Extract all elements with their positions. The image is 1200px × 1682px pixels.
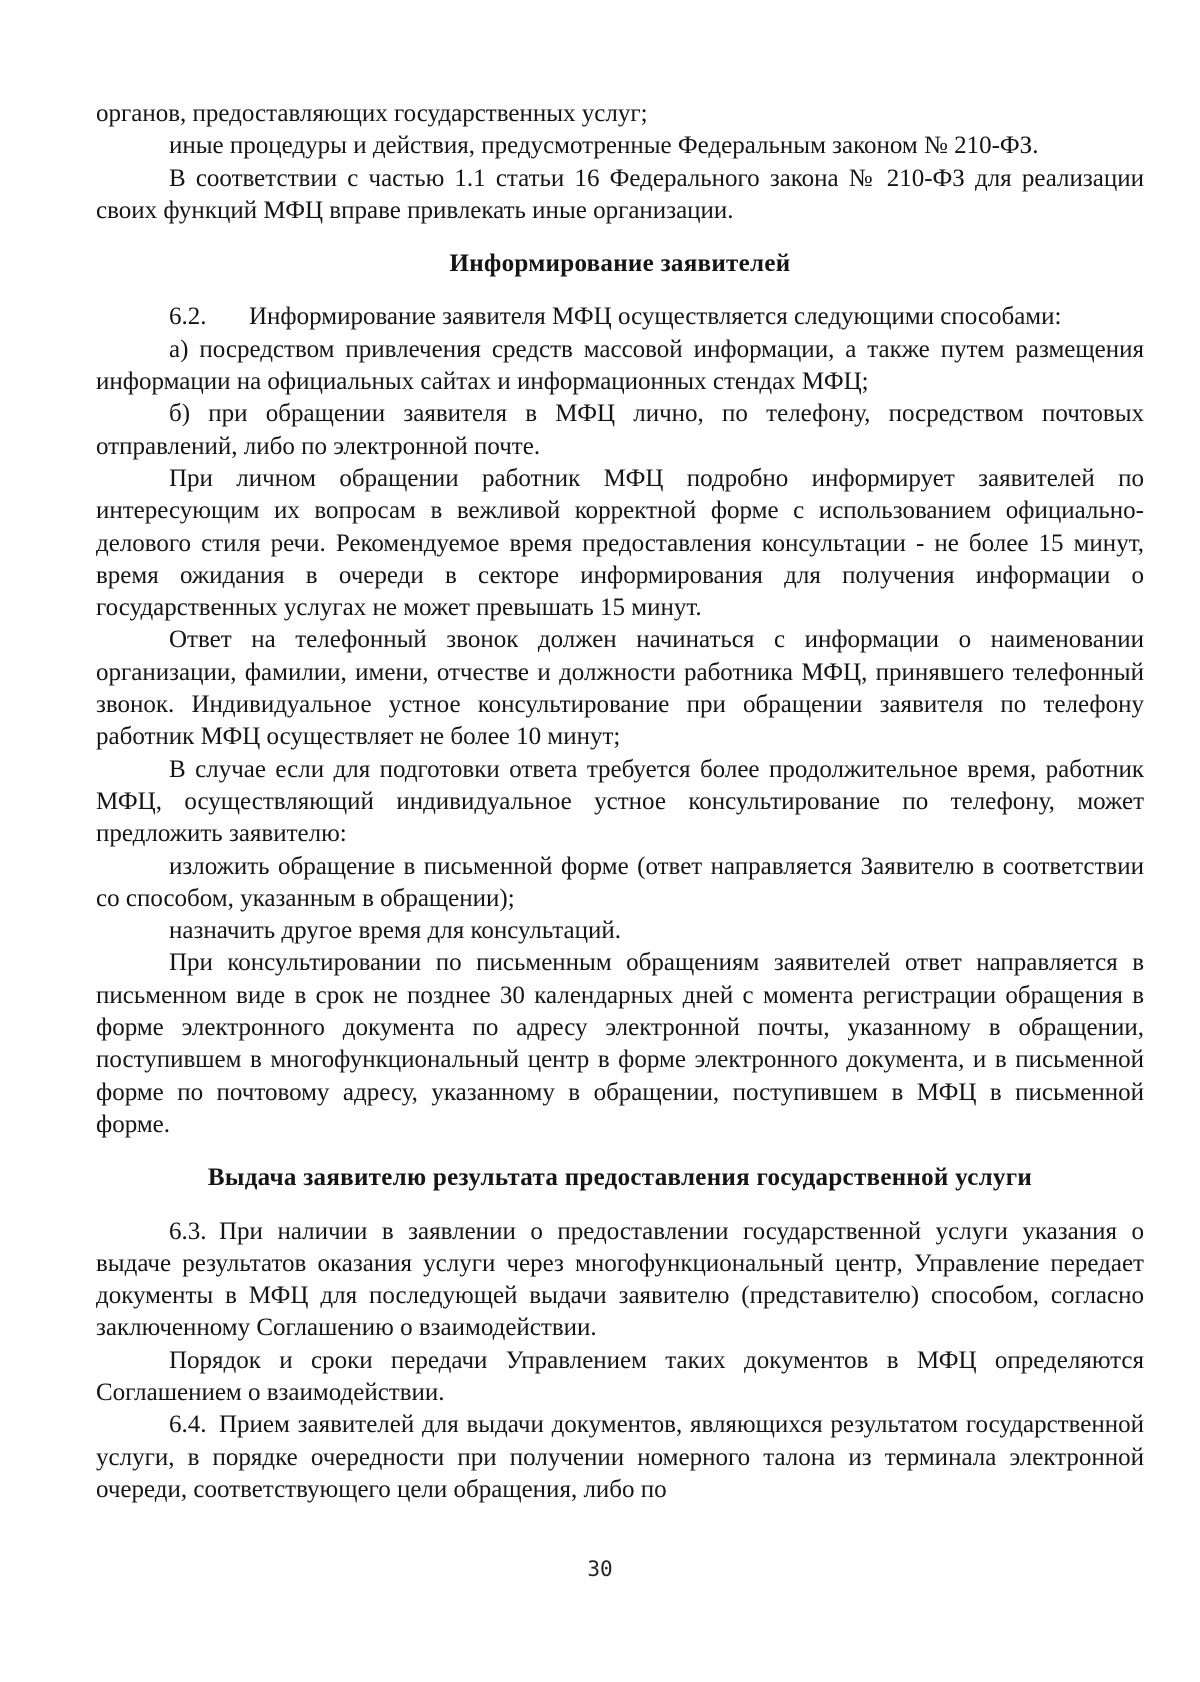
item-number: 6.3. bbox=[169, 1217, 207, 1245]
section-heading-informing: Информирование заявителей bbox=[449, 250, 791, 278]
numbered-item-6-2 bbox=[96, 301, 1144, 333]
item-number: 6.2. bbox=[169, 303, 207, 331]
numbered-item-6-4 bbox=[96, 1409, 1144, 1506]
item-text: Информирование заявителя МФЦ осуществляется следующими способами: bbox=[249, 303, 1062, 331]
page-number: 30 bbox=[587, 1557, 613, 1581]
item-text: Прием заявителей для выдачи документов, являющихся результатом государственной услуги, в порядке очередности при получении номерного талона из терминала электронной очереди, соответствующего цели обращения, либо по bbox=[96, 1411, 1144, 1503]
paragraph: а) посредством привлечения средств массовой информации, а также путем размещения информации на официальных сайтах и информационных стендах МФЦ; bbox=[96, 335, 1144, 396]
paragraph: органов, предоставляющих государственных услуг; bbox=[96, 100, 648, 127]
item-text: При наличии в заявлении о предоставлении государственной услуги указания о выдаче результатов оказания услуги через многофункциональный центр, Управление передает документы в МФЦ для последующей выдачи заявителю (представителю) способом, согласно заключенному Соглашению о взаимодействии. bbox=[96, 1217, 1144, 1342]
paragraph: назначить другое время для консультаций. bbox=[169, 917, 622, 945]
paragraph: При консультировании по письменным обращениям заявителей ответ направляется в письменном виде в срок не позднее 30 календарных дней с момента регистрации обращения в форме электронного документа по адресу электронной почты, указанному в обращении, поступившем в многофункциональный центр в форме электронного документа, и в письменной форме по почтовому адресу, указанному в обращении, поступившем в МФЦ в письменной форме. bbox=[96, 949, 1144, 1138]
paragraph: Порядок и сроки передачи Управлением таких документов в МФЦ определяются Соглашением о взаимодействии. bbox=[96, 1346, 1144, 1406]
paragraph: Ответ на телефонный звонок должен начинаться с информации о наименовании организации, фамилии, имени, отчестве и должности работника МФЦ, принявшего телефонный звонок. Индивидуальное устное консультирование при обращении заявителя по телефону работник МФЦ осуществляет не более 10 минут; bbox=[96, 626, 1144, 751]
section-heading-result-delivery: Выдача заявителю результата предоставления государственной услуги bbox=[207, 1164, 1033, 1192]
paragraph: В соответствии с частью 1.1 статьи 16 Федерального закона № 210-ФЗ для реализации своих функций МФЦ вправе привлекать иные организации. bbox=[96, 164, 1144, 224]
paragraph: изложить обращение в письменной форме (ответ направляется Заявителю в соответствии со способом, указанным в обращении); bbox=[96, 852, 1144, 912]
item-number: 6.4. bbox=[169, 1411, 207, 1439]
page-content bbox=[96, 98, 1144, 1506]
paragraph: При личном обращении работник МФЦ подробно информирует заявителей по интересующим их вопросам в вежливой корректной форме с использованием официально-делового стиля речи. Рекомендуемое время предоставления консультации - не более 15 минут, время ожидания в очереди в секторе информирования для получения информации о государственных услугах не может превышать 15 минут. bbox=[96, 464, 1144, 622]
paragraph: В случае если для подготовки ответа требуется более продолжительное время, работник МФЦ, осуществляющий индивидуальное устное консультирование по телефону, может предложить заявителю: bbox=[96, 755, 1144, 848]
numbered-item-6-3 bbox=[96, 1216, 1144, 1345]
paragraph: б) при обращении заявителя в МФЦ лично, по телефону, посредством почтовых отправлений, либо по электронной почте. bbox=[96, 400, 1144, 460]
paragraph: иные процедуры и действия, предусмотренные Федеральным законом № 210-ФЗ. bbox=[169, 132, 1039, 160]
